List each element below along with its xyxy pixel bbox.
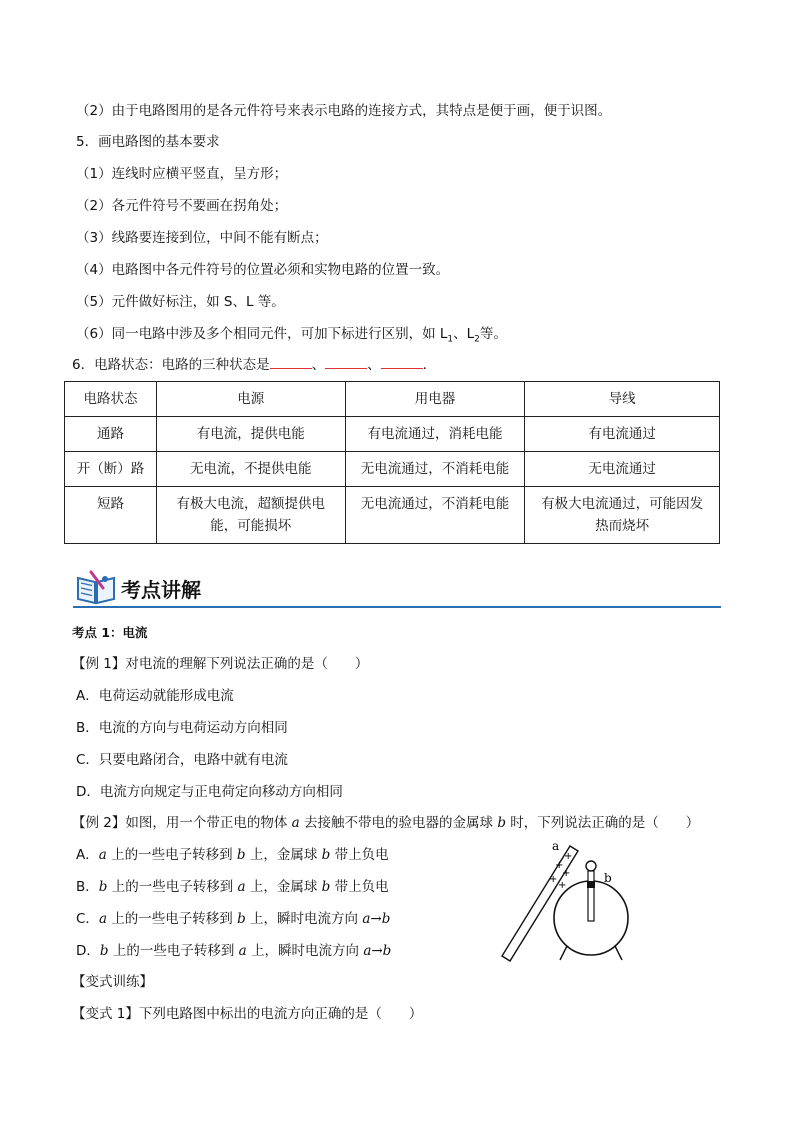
text-part: 上的一些电子转移到: [108, 943, 239, 959]
var-b: b: [497, 815, 506, 831]
label-b: b: [604, 871, 612, 885]
table-cell: 有极大电流，超额提供电能，可能损坏: [156, 487, 345, 544]
text-part: B．: [76, 879, 99, 895]
var-a: a: [98, 847, 107, 863]
text-part: 上的一些电子转移到: [106, 847, 237, 863]
table-header-cell: 导线: [525, 382, 720, 417]
option-a: [76, 845, 389, 865]
table-header-cell: 电源: [156, 382, 345, 417]
table-cell: 有极大电流通过，可能因发热而烧坏: [525, 487, 720, 544]
circuit-state-table: [64, 381, 720, 544]
text-part: 上的一些电子转移到: [107, 879, 238, 895]
text-line: （5）元件做好标注，如 S、L 等。: [76, 294, 285, 310]
option-d: [76, 941, 391, 961]
table-header-cell: 用电器: [345, 382, 525, 417]
label-a: a: [552, 839, 560, 853]
table-cell: 无电流通过，不消耗电能: [345, 487, 525, 544]
table-cell: 无电流通过，不消耗电能: [345, 452, 525, 487]
variant-heading: 【变式训练】: [72, 974, 153, 990]
subscript: 1: [447, 334, 454, 345]
var-a: a: [237, 879, 246, 895]
text-line: （4）电路图中各元件符号的位置必须和实物电路的位置一致。: [76, 262, 450, 278]
heading-6: [72, 355, 427, 375]
text-part: C．: [76, 911, 99, 927]
var-a: a: [98, 911, 107, 927]
var-a: a: [238, 943, 247, 959]
text-part: .: [422, 357, 427, 373]
text-part: D．: [76, 943, 100, 959]
option-a: A．电荷运动就能形成电流: [76, 688, 234, 704]
table-row: [65, 452, 720, 487]
table-cell: 有电流，提供电能: [156, 417, 345, 452]
var-b: b: [321, 879, 331, 895]
table-row: [65, 417, 720, 452]
option-c: [76, 909, 390, 929]
current-direction: a→b: [363, 943, 392, 959]
example-1-question: 【例 1】对电流的理解下列说法正确的是（ ）: [72, 656, 369, 672]
var-a: a: [291, 815, 300, 831]
table-cell: 短路: [65, 487, 157, 544]
table-cell: 无电流通过: [525, 452, 720, 487]
text-part: 、L: [453, 326, 475, 342]
book-icon: [75, 570, 117, 606]
option-d: D．电流方向规定与正电荷定向移动方向相同: [76, 784, 343, 800]
electroscope-diagram: [492, 838, 642, 968]
fill-blank[interactable]: [325, 356, 367, 369]
plus-sign: +: [562, 868, 571, 879]
text-part: 去接触不带电的验电器的金属球: [299, 815, 498, 831]
option-b: B．电流的方向与电荷运动方向相同: [76, 720, 288, 736]
text-line: （2）由于电路图用的是各元件符号来表示电路的连接方式，其特点是便于画，便于识图。: [76, 103, 612, 119]
fill-blank[interactable]: [381, 356, 423, 369]
text-part: 上，金属球: [245, 879, 322, 895]
var-b: b: [321, 847, 331, 863]
text-part: 上，瞬时电流方向: [245, 911, 363, 927]
text-line: （2）各元件符号不要画在拐角处；: [76, 198, 288, 214]
separator: 、: [311, 357, 326, 373]
electroscope-figure: [492, 838, 642, 968]
option-b: [76, 877, 389, 897]
text-part: 时，下列说法正确的是（ ）: [505, 815, 700, 831]
text-part: 上，瞬时电流方向: [246, 943, 364, 959]
heading-5: 5．画电路图的基本要求: [76, 134, 220, 150]
option-c: C．只要电路闭合，电路中就有电流: [76, 752, 288, 768]
var-b: b: [98, 879, 108, 895]
text-part: 带上负电: [330, 879, 389, 895]
point-title: 考点 1：电流: [72, 625, 148, 640]
fill-blank[interactable]: [270, 356, 312, 369]
text-part: A．: [76, 847, 99, 863]
table-header-cell: 电路状态: [65, 382, 157, 417]
example-2-question: [72, 813, 699, 833]
text-line: （1）连线时应横平竖直，呈方形；: [76, 166, 288, 182]
plus-sign: +: [549, 874, 558, 885]
divider: [73, 606, 721, 608]
var-b: b: [237, 911, 246, 927]
table-row: [65, 487, 720, 544]
text-line: （3）线路要连接到位，中间不能有断点；: [76, 230, 328, 246]
subscript: 2: [474, 334, 480, 345]
text-line: [76, 324, 507, 350]
separator: 、: [367, 357, 381, 373]
text-part: 上，金属球: [245, 847, 322, 863]
text-part: 6．电路状态：电路的三种状态是: [72, 357, 270, 373]
table-cell: 通路: [65, 417, 157, 452]
plus-sign: +: [558, 880, 567, 891]
current-direction: a→b: [362, 911, 391, 927]
table-cell: 开（断）路: [65, 452, 157, 487]
text-part: （6）同一电路中涉及多个相同元件，可加下标进行区别，如 L: [76, 326, 448, 342]
var-b: b: [236, 847, 246, 863]
table-cell: 无电流，不提供电能: [156, 452, 345, 487]
table-header-row: [65, 382, 720, 417]
section-title: 考点讲解: [121, 578, 201, 602]
section-header: [73, 568, 721, 608]
table-cell: 有电流通过: [525, 417, 720, 452]
text-part: 等。: [479, 326, 507, 342]
text-part: 【例 2】如图，用一个带正电的物体: [72, 815, 292, 831]
var-b: b: [99, 943, 109, 959]
text-part: 带上负电: [330, 847, 389, 863]
plus-sign: +: [564, 851, 573, 862]
text-part: 上的一些电子转移到: [107, 911, 238, 927]
variant-1-question: 【变式 1】下列电路图中标出的电流方向正确的是（ ）: [72, 1006, 423, 1022]
plus-sign: +: [555, 860, 564, 871]
table-cell: 有电流通过，消耗电能: [345, 417, 525, 452]
